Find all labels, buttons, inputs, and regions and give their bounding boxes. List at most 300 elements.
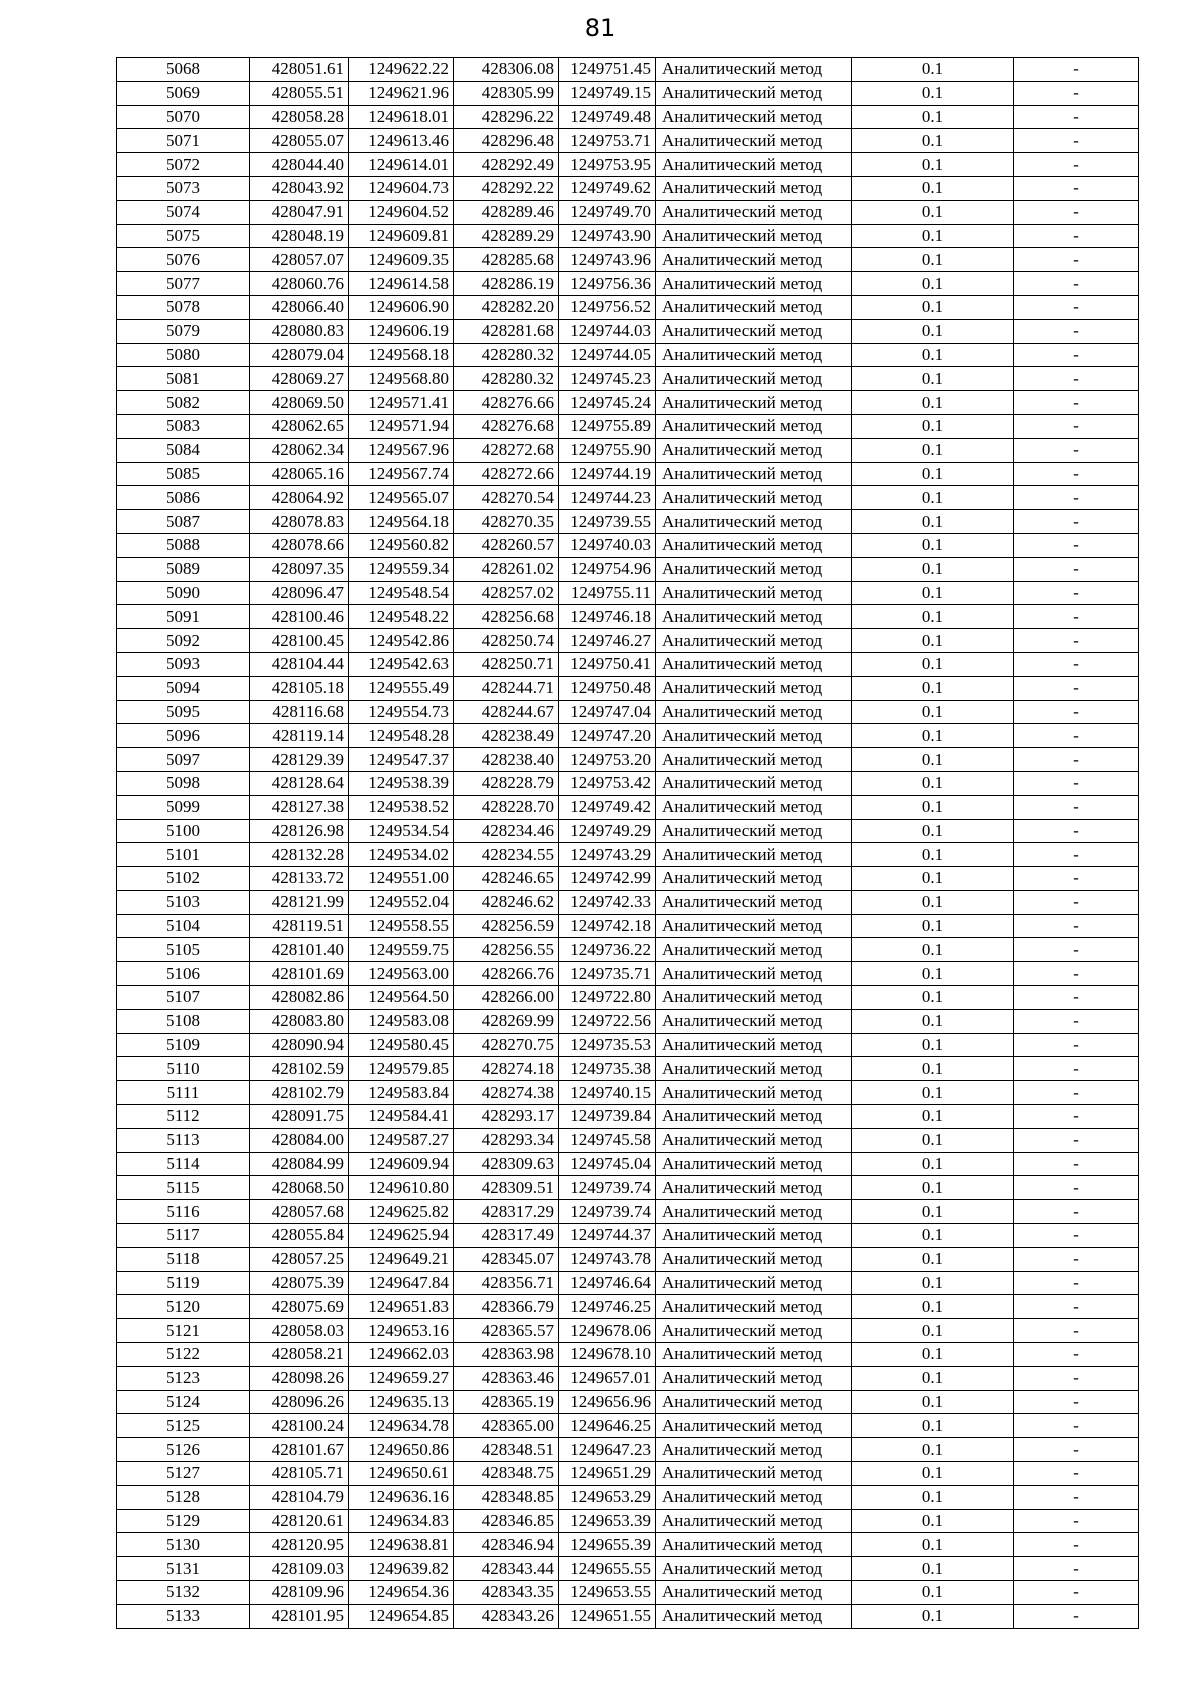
note-cell: -	[1014, 391, 1139, 415]
method-cell: Аналитический метод	[656, 248, 852, 272]
y2-coordinate-cell: 1249744.37	[559, 1224, 656, 1248]
y2-coordinate-cell: 1249722.56	[559, 1009, 656, 1033]
y2-coordinate-cell: 1249746.18	[559, 605, 656, 629]
y2-coordinate-cell: 1249746.64	[559, 1271, 656, 1295]
method-cell: Аналитический метод	[656, 58, 852, 82]
y1-coordinate-cell: 1249606.19	[349, 319, 454, 343]
y2-coordinate-cell: 1249678.10	[559, 1343, 656, 1367]
x1-coordinate-cell: 428116.68	[250, 700, 349, 724]
accuracy-cell: 0.1	[852, 343, 1014, 367]
method-cell: Аналитический метод	[656, 962, 852, 986]
x1-coordinate-cell: 428068.50	[250, 1176, 349, 1200]
point-number-cell: 5100	[117, 819, 250, 843]
x1-coordinate-cell: 428051.61	[250, 58, 349, 82]
table-row	[117, 153, 1139, 177]
x1-coordinate-cell: 428101.67	[250, 1438, 349, 1462]
x2-coordinate-cell: 428228.70	[454, 795, 559, 819]
x2-coordinate-cell: 428289.46	[454, 200, 559, 224]
accuracy-cell: 0.1	[852, 557, 1014, 581]
x2-coordinate-cell: 428348.75	[454, 1462, 559, 1486]
point-number-cell: 5131	[117, 1557, 250, 1581]
note-cell: -	[1014, 1319, 1139, 1343]
method-cell: Аналитический метод	[656, 153, 852, 177]
table-row	[117, 58, 1139, 82]
table-row	[117, 581, 1139, 605]
y2-coordinate-cell: 1249743.29	[559, 843, 656, 867]
point-number-cell: 5130	[117, 1533, 250, 1557]
table-row	[117, 1438, 1139, 1462]
method-cell: Аналитический метод	[656, 295, 852, 319]
table-row	[117, 557, 1139, 581]
accuracy-cell: 0.1	[852, 1319, 1014, 1343]
point-number-cell: 5092	[117, 629, 250, 653]
x1-coordinate-cell: 428096.47	[250, 581, 349, 605]
accuracy-cell: 0.1	[852, 1057, 1014, 1081]
method-cell: Аналитический метод	[656, 914, 852, 938]
table-row	[117, 1152, 1139, 1176]
method-cell: Аналитический метод	[656, 795, 852, 819]
y1-coordinate-cell: 1249555.49	[349, 676, 454, 700]
note-cell: -	[1014, 557, 1139, 581]
accuracy-cell: 0.1	[852, 962, 1014, 986]
table-row	[117, 986, 1139, 1010]
x1-coordinate-cell: 428102.79	[250, 1081, 349, 1105]
x1-coordinate-cell: 428109.96	[250, 1581, 349, 1605]
x2-coordinate-cell: 428270.75	[454, 1033, 559, 1057]
accuracy-cell: 0.1	[852, 200, 1014, 224]
note-cell: -	[1014, 1581, 1139, 1605]
y2-coordinate-cell: 1249739.74	[559, 1176, 656, 1200]
x1-coordinate-cell: 428043.92	[250, 176, 349, 200]
point-number-cell: 5087	[117, 510, 250, 534]
y1-coordinate-cell: 1249571.94	[349, 414, 454, 438]
y2-coordinate-cell: 1249754.96	[559, 557, 656, 581]
y1-coordinate-cell: 1249606.90	[349, 295, 454, 319]
x2-coordinate-cell: 428276.68	[454, 414, 559, 438]
x1-coordinate-cell: 428105.71	[250, 1462, 349, 1486]
point-number-cell: 5078	[117, 295, 250, 319]
y1-coordinate-cell: 1249552.04	[349, 890, 454, 914]
y1-coordinate-cell: 1249558.55	[349, 914, 454, 938]
method-cell: Аналитический метод	[656, 938, 852, 962]
x1-coordinate-cell: 428055.07	[250, 129, 349, 153]
accuracy-cell: 0.1	[852, 890, 1014, 914]
x2-coordinate-cell: 428276.66	[454, 391, 559, 415]
note-cell: -	[1014, 890, 1139, 914]
y1-coordinate-cell: 1249618.01	[349, 105, 454, 129]
y1-coordinate-cell: 1249621.96	[349, 81, 454, 105]
y1-coordinate-cell: 1249565.07	[349, 486, 454, 510]
x2-coordinate-cell: 428317.29	[454, 1200, 559, 1224]
note-cell: -	[1014, 1343, 1139, 1367]
x1-coordinate-cell: 428120.61	[250, 1509, 349, 1533]
x2-coordinate-cell: 428356.71	[454, 1271, 559, 1295]
point-number-cell: 5109	[117, 1033, 250, 1057]
y2-coordinate-cell: 1249742.99	[559, 867, 656, 891]
x1-coordinate-cell: 428044.40	[250, 153, 349, 177]
y1-coordinate-cell: 1249548.28	[349, 724, 454, 748]
point-number-cell: 5075	[117, 224, 250, 248]
y2-coordinate-cell: 1249747.20	[559, 724, 656, 748]
y1-coordinate-cell: 1249584.41	[349, 1105, 454, 1129]
x2-coordinate-cell: 428366.79	[454, 1295, 559, 1319]
x1-coordinate-cell: 428101.69	[250, 962, 349, 986]
x1-coordinate-cell: 428075.69	[250, 1295, 349, 1319]
x2-coordinate-cell: 428363.98	[454, 1343, 559, 1367]
point-number-cell: 5106	[117, 962, 250, 986]
note-cell: -	[1014, 1200, 1139, 1224]
x2-coordinate-cell: 428292.22	[454, 176, 559, 200]
note-cell: -	[1014, 1033, 1139, 1057]
accuracy-cell: 0.1	[852, 605, 1014, 629]
x2-coordinate-cell: 428348.85	[454, 1485, 559, 1509]
note-cell: -	[1014, 748, 1139, 772]
table-row	[117, 1033, 1139, 1057]
x1-coordinate-cell: 428102.59	[250, 1057, 349, 1081]
method-cell: Аналитический метод	[656, 533, 852, 557]
x1-coordinate-cell: 428079.04	[250, 343, 349, 367]
y2-coordinate-cell: 1249740.03	[559, 533, 656, 557]
x2-coordinate-cell: 428272.68	[454, 438, 559, 462]
note-cell: -	[1014, 581, 1139, 605]
table-row	[117, 1128, 1139, 1152]
y1-coordinate-cell: 1249564.50	[349, 986, 454, 1010]
x1-coordinate-cell: 428047.91	[250, 200, 349, 224]
y2-coordinate-cell: 1249656.96	[559, 1390, 656, 1414]
y2-coordinate-cell: 1249653.55	[559, 1581, 656, 1605]
point-number-cell: 5070	[117, 105, 250, 129]
table-row	[117, 533, 1139, 557]
y1-coordinate-cell: 1249587.27	[349, 1128, 454, 1152]
note-cell: -	[1014, 867, 1139, 891]
accuracy-cell: 0.1	[852, 319, 1014, 343]
method-cell: Аналитический метод	[656, 1176, 852, 1200]
point-number-cell: 5114	[117, 1152, 250, 1176]
x1-coordinate-cell: 428101.95	[250, 1604, 349, 1628]
point-number-cell: 5111	[117, 1081, 250, 1105]
y2-coordinate-cell: 1249743.96	[559, 248, 656, 272]
note-cell: -	[1014, 153, 1139, 177]
x2-coordinate-cell: 428260.57	[454, 533, 559, 557]
note-cell: -	[1014, 986, 1139, 1010]
x1-coordinate-cell: 428078.83	[250, 510, 349, 534]
table-row	[117, 1176, 1139, 1200]
point-number-cell: 5127	[117, 1462, 250, 1486]
point-number-cell: 5132	[117, 1581, 250, 1605]
accuracy-cell: 0.1	[852, 652, 1014, 676]
accuracy-cell: 0.1	[852, 629, 1014, 653]
x1-coordinate-cell: 428069.50	[250, 391, 349, 415]
y1-coordinate-cell: 1249654.36	[349, 1581, 454, 1605]
y1-coordinate-cell: 1249635.13	[349, 1390, 454, 1414]
x1-coordinate-cell: 428109.03	[250, 1557, 349, 1581]
y2-coordinate-cell: 1249745.04	[559, 1152, 656, 1176]
x2-coordinate-cell: 428274.38	[454, 1081, 559, 1105]
y2-coordinate-cell: 1249646.25	[559, 1414, 656, 1438]
accuracy-cell: 0.1	[852, 414, 1014, 438]
table-row	[117, 414, 1139, 438]
table-row	[117, 1366, 1139, 1390]
point-number-cell: 5069	[117, 81, 250, 105]
point-number-cell: 5126	[117, 1438, 250, 1462]
table-row	[117, 105, 1139, 129]
note-cell: -	[1014, 486, 1139, 510]
y1-coordinate-cell: 1249604.52	[349, 200, 454, 224]
y1-coordinate-cell: 1249542.63	[349, 652, 454, 676]
x2-coordinate-cell: 428365.57	[454, 1319, 559, 1343]
point-number-cell: 5094	[117, 676, 250, 700]
accuracy-cell: 0.1	[852, 700, 1014, 724]
x1-coordinate-cell: 428133.72	[250, 867, 349, 891]
y1-coordinate-cell: 1249567.96	[349, 438, 454, 462]
x1-coordinate-cell: 428132.28	[250, 843, 349, 867]
accuracy-cell: 0.1	[852, 1509, 1014, 1533]
point-number-cell: 5128	[117, 1485, 250, 1509]
x1-coordinate-cell: 428062.34	[250, 438, 349, 462]
x1-coordinate-cell: 428057.68	[250, 1200, 349, 1224]
table-row	[117, 676, 1139, 700]
table-row	[117, 1604, 1139, 1628]
y2-coordinate-cell: 1249742.33	[559, 890, 656, 914]
point-number-cell: 5093	[117, 652, 250, 676]
point-number-cell: 5068	[117, 58, 250, 82]
note-cell: -	[1014, 938, 1139, 962]
table-row	[117, 486, 1139, 510]
x2-coordinate-cell: 428363.46	[454, 1366, 559, 1390]
x2-coordinate-cell: 428289.29	[454, 224, 559, 248]
method-cell: Аналитический метод	[656, 438, 852, 462]
table-row	[117, 1224, 1139, 1248]
x2-coordinate-cell: 428238.49	[454, 724, 559, 748]
x1-coordinate-cell: 428119.14	[250, 724, 349, 748]
x2-coordinate-cell: 428256.59	[454, 914, 559, 938]
note-cell: -	[1014, 200, 1139, 224]
table-row	[117, 605, 1139, 629]
x2-coordinate-cell: 428270.54	[454, 486, 559, 510]
table-body	[117, 58, 1139, 1629]
x2-coordinate-cell: 428246.65	[454, 867, 559, 891]
table-row	[117, 319, 1139, 343]
table-row	[117, 1271, 1139, 1295]
x2-coordinate-cell: 428296.22	[454, 105, 559, 129]
table-row	[117, 1462, 1139, 1486]
y2-coordinate-cell: 1249749.48	[559, 105, 656, 129]
accuracy-cell: 0.1	[852, 1581, 1014, 1605]
table-row	[117, 748, 1139, 772]
accuracy-cell: 0.1	[852, 1247, 1014, 1271]
note-cell: -	[1014, 1057, 1139, 1081]
note-cell: -	[1014, 700, 1139, 724]
note-cell: -	[1014, 462, 1139, 486]
method-cell: Аналитический метод	[656, 1224, 852, 1248]
table-row	[117, 1081, 1139, 1105]
point-number-cell: 5097	[117, 748, 250, 772]
method-cell: Аналитический метод	[656, 605, 852, 629]
x2-coordinate-cell: 428281.68	[454, 319, 559, 343]
x1-coordinate-cell: 428048.19	[250, 224, 349, 248]
accuracy-cell: 0.1	[852, 843, 1014, 867]
point-number-cell: 5124	[117, 1390, 250, 1414]
table-row	[117, 1509, 1139, 1533]
y1-coordinate-cell: 1249559.75	[349, 938, 454, 962]
x2-coordinate-cell: 428282.20	[454, 295, 559, 319]
table-row	[117, 438, 1139, 462]
accuracy-cell: 0.1	[852, 1152, 1014, 1176]
point-number-cell: 5089	[117, 557, 250, 581]
point-number-cell: 5072	[117, 153, 250, 177]
note-cell: -	[1014, 1176, 1139, 1200]
y1-coordinate-cell: 1249653.16	[349, 1319, 454, 1343]
point-number-cell: 5123	[117, 1366, 250, 1390]
method-cell: Аналитический метод	[656, 1200, 852, 1224]
y2-coordinate-cell: 1249743.78	[559, 1247, 656, 1271]
point-number-cell: 5071	[117, 129, 250, 153]
y2-coordinate-cell: 1249750.41	[559, 652, 656, 676]
method-cell: Аналитический метод	[656, 462, 852, 486]
y2-coordinate-cell: 1249735.38	[559, 1057, 656, 1081]
note-cell: -	[1014, 1390, 1139, 1414]
accuracy-cell: 0.1	[852, 153, 1014, 177]
note-cell: -	[1014, 1009, 1139, 1033]
table-row	[117, 1485, 1139, 1509]
y2-coordinate-cell: 1249749.42	[559, 795, 656, 819]
y2-coordinate-cell: 1249750.48	[559, 676, 656, 700]
y1-coordinate-cell: 1249583.08	[349, 1009, 454, 1033]
note-cell: -	[1014, 724, 1139, 748]
y2-coordinate-cell: 1249744.05	[559, 343, 656, 367]
x1-coordinate-cell: 428101.40	[250, 938, 349, 962]
accuracy-cell: 0.1	[852, 1128, 1014, 1152]
point-number-cell: 5080	[117, 343, 250, 367]
y2-coordinate-cell: 1249678.06	[559, 1319, 656, 1343]
method-cell: Аналитический метод	[656, 367, 852, 391]
y1-coordinate-cell: 1249625.94	[349, 1224, 454, 1248]
y1-coordinate-cell: 1249604.73	[349, 176, 454, 200]
accuracy-cell: 0.1	[852, 676, 1014, 700]
point-number-cell: 5091	[117, 605, 250, 629]
x2-coordinate-cell: 428244.67	[454, 700, 559, 724]
y1-coordinate-cell: 1249625.82	[349, 1200, 454, 1224]
y1-coordinate-cell: 1249650.61	[349, 1462, 454, 1486]
y1-coordinate-cell: 1249563.00	[349, 962, 454, 986]
x2-coordinate-cell: 428250.71	[454, 652, 559, 676]
y2-coordinate-cell: 1249749.29	[559, 819, 656, 843]
y2-coordinate-cell: 1249739.84	[559, 1105, 656, 1129]
y1-coordinate-cell: 1249568.80	[349, 367, 454, 391]
y2-coordinate-cell: 1249744.23	[559, 486, 656, 510]
y2-coordinate-cell: 1249655.39	[559, 1533, 656, 1557]
point-number-cell: 5073	[117, 176, 250, 200]
x2-coordinate-cell: 428261.02	[454, 557, 559, 581]
point-number-cell: 5116	[117, 1200, 250, 1224]
table-row	[117, 343, 1139, 367]
x1-coordinate-cell: 428128.64	[250, 771, 349, 795]
point-number-cell: 5096	[117, 724, 250, 748]
y1-coordinate-cell: 1249638.81	[349, 1533, 454, 1557]
x2-coordinate-cell: 428346.85	[454, 1509, 559, 1533]
method-cell: Аналитический метод	[656, 510, 852, 534]
y2-coordinate-cell: 1249744.03	[559, 319, 656, 343]
x2-coordinate-cell: 428234.46	[454, 819, 559, 843]
y2-coordinate-cell: 1249753.20	[559, 748, 656, 772]
point-number-cell: 5084	[117, 438, 250, 462]
note-cell: -	[1014, 248, 1139, 272]
y2-coordinate-cell: 1249653.39	[559, 1509, 656, 1533]
accuracy-cell: 0.1	[852, 438, 1014, 462]
y2-coordinate-cell: 1249753.71	[559, 129, 656, 153]
x1-coordinate-cell: 428082.86	[250, 986, 349, 1010]
point-number-cell: 5117	[117, 1224, 250, 1248]
point-number-cell: 5122	[117, 1343, 250, 1367]
method-cell: Аналитический метод	[656, 629, 852, 653]
table-row	[117, 1414, 1139, 1438]
x1-coordinate-cell: 428097.35	[250, 557, 349, 581]
table-row	[117, 890, 1139, 914]
table-row	[117, 795, 1139, 819]
x1-coordinate-cell: 428065.16	[250, 462, 349, 486]
table-row	[117, 295, 1139, 319]
y2-coordinate-cell: 1249722.80	[559, 986, 656, 1010]
note-cell: -	[1014, 224, 1139, 248]
y2-coordinate-cell: 1249657.01	[559, 1366, 656, 1390]
method-cell: Аналитический метод	[656, 676, 852, 700]
note-cell: -	[1014, 771, 1139, 795]
table-row	[117, 1247, 1139, 1271]
table-row	[117, 1295, 1139, 1319]
y2-coordinate-cell: 1249736.22	[559, 938, 656, 962]
accuracy-cell: 0.1	[852, 1295, 1014, 1319]
point-number-cell: 5077	[117, 272, 250, 296]
x1-coordinate-cell: 428069.27	[250, 367, 349, 391]
x1-coordinate-cell: 428055.84	[250, 1224, 349, 1248]
note-cell: -	[1014, 414, 1139, 438]
note-cell: -	[1014, 176, 1139, 200]
note-cell: -	[1014, 819, 1139, 843]
accuracy-cell: 0.1	[852, 819, 1014, 843]
y2-coordinate-cell: 1249655.55	[559, 1557, 656, 1581]
y2-coordinate-cell: 1249651.55	[559, 1604, 656, 1628]
y2-coordinate-cell: 1249751.45	[559, 58, 656, 82]
method-cell: Аналитический метод	[656, 748, 852, 772]
x1-coordinate-cell: 428078.66	[250, 533, 349, 557]
accuracy-cell: 0.1	[852, 724, 1014, 748]
note-cell: -	[1014, 1152, 1139, 1176]
y1-coordinate-cell: 1249614.01	[349, 153, 454, 177]
x2-coordinate-cell: 428246.62	[454, 890, 559, 914]
method-cell: Аналитический метод	[656, 176, 852, 200]
accuracy-cell: 0.1	[852, 1485, 1014, 1509]
method-cell: Аналитический метод	[656, 700, 852, 724]
x1-coordinate-cell: 428057.07	[250, 248, 349, 272]
y2-coordinate-cell: 1249745.24	[559, 391, 656, 415]
x1-coordinate-cell: 428104.79	[250, 1485, 349, 1509]
method-cell: Аналитический метод	[656, 986, 852, 1010]
method-cell: Аналитический метод	[656, 1128, 852, 1152]
x1-coordinate-cell: 428104.44	[250, 652, 349, 676]
method-cell: Аналитический метод	[656, 581, 852, 605]
y1-coordinate-cell: 1249559.34	[349, 557, 454, 581]
method-cell: Аналитический метод	[656, 1438, 852, 1462]
y2-coordinate-cell: 1249756.36	[559, 272, 656, 296]
x1-coordinate-cell: 428062.65	[250, 414, 349, 438]
note-cell: -	[1014, 272, 1139, 296]
note-cell: -	[1014, 914, 1139, 938]
x2-coordinate-cell: 428250.74	[454, 629, 559, 653]
table-row	[117, 129, 1139, 153]
y1-coordinate-cell: 1249583.84	[349, 1081, 454, 1105]
accuracy-cell: 0.1	[852, 1033, 1014, 1057]
x1-coordinate-cell: 428127.38	[250, 795, 349, 819]
